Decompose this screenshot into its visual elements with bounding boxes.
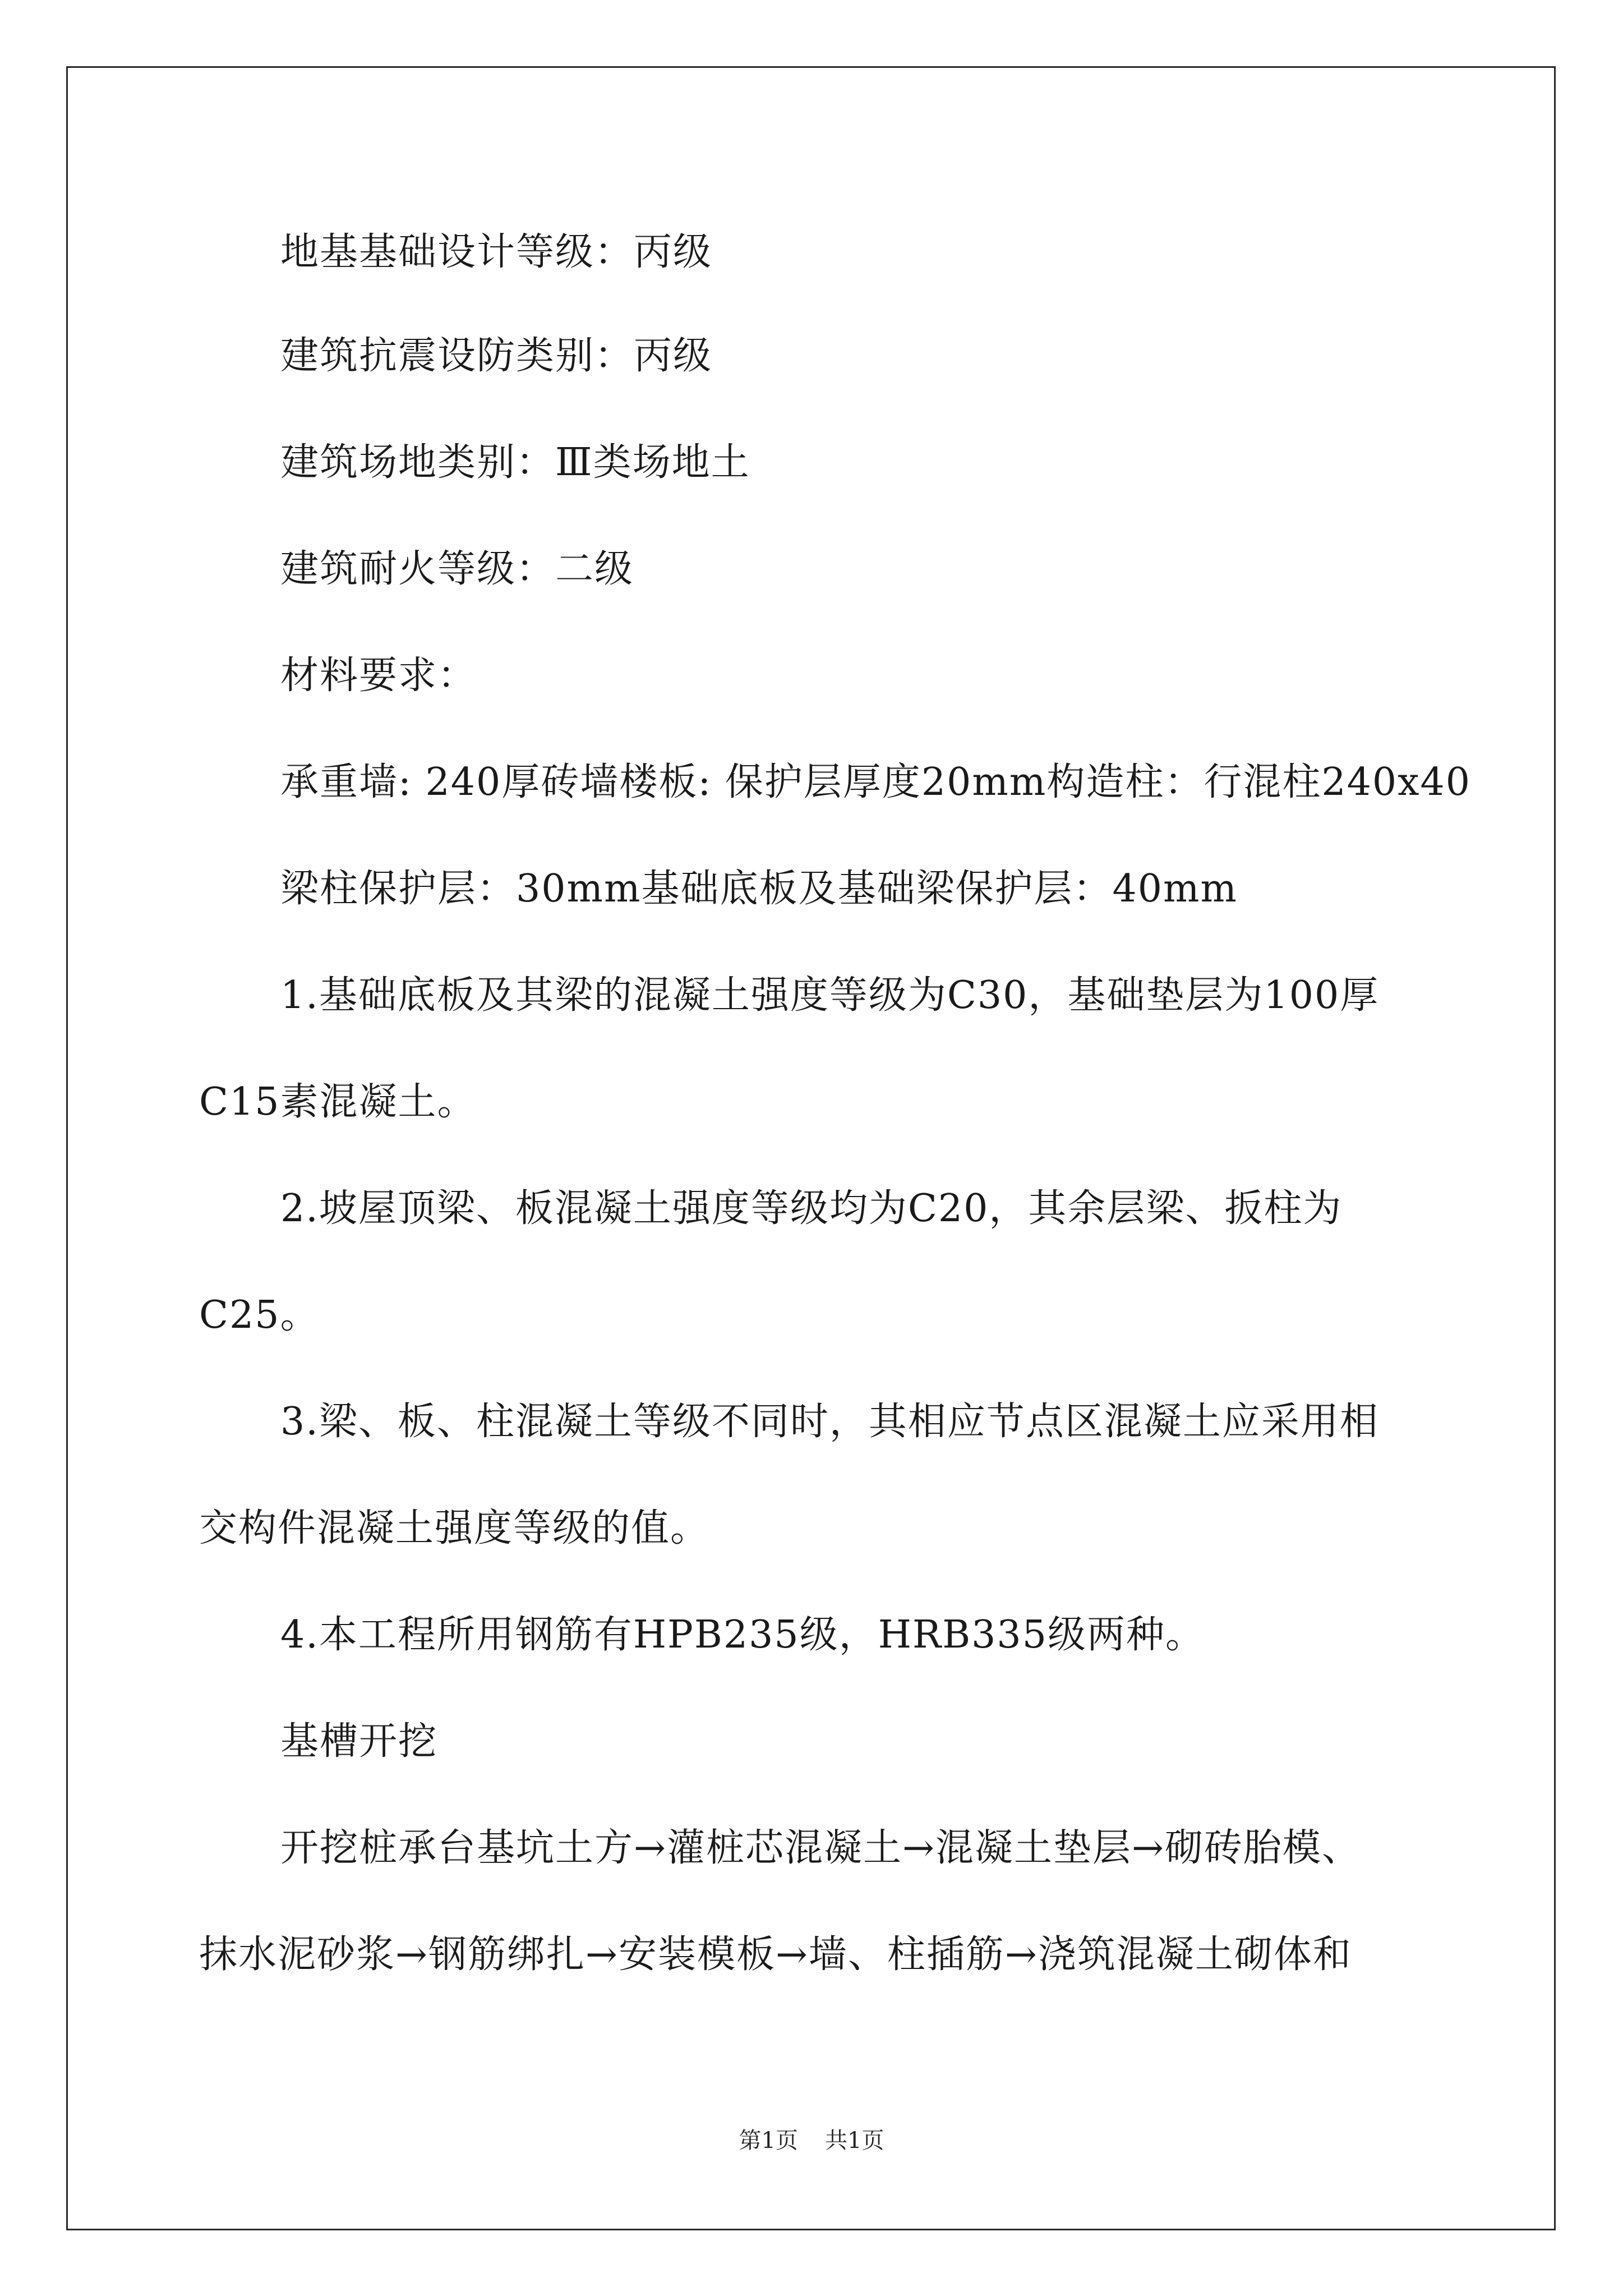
- text-line: 3.梁、板、柱混凝土等级不同时，其相应节点区混凝土应采用相: [280, 1400, 1379, 1444]
- page-number: 第1页: [739, 2128, 798, 2154]
- text-line: 承重墙: 240厚砖墙楼板: 保护层厚度20mm构造柱：行混柱240x40: [280, 760, 1471, 804]
- text-line: 材料要求：: [280, 654, 477, 698]
- page-total: 共1页: [825, 2128, 884, 2154]
- text-line: 地基基础设计等级：丙级: [280, 230, 713, 274]
- text-line: 建筑场地类别：Ⅲ类场地土: [280, 440, 750, 485]
- page-footer: [0, 2127, 1623, 2154]
- text-line: 开挖桩承台基坑土方→灌桩芯混凝土→混凝土垫层→砌砖胎模、: [280, 1826, 1361, 1870]
- text-line: 梁柱保护层：30mm基础底板及基础梁保护层：40mm: [280, 867, 1238, 911]
- text-line: C15素混凝土。: [199, 1080, 477, 1124]
- text-line: 抹水泥砂浆→钢筋绑扎→安装模板→墙、柱插筋→浇筑混凝土砌体和: [199, 1932, 1352, 1977]
- text-line: 4.本工程所用钢筋有HPB235级，HRB335级两种。: [280, 1613, 1205, 1657]
- text-line: 交构件混凝土强度等级的值。: [199, 1506, 710, 1550]
- text-line: 建筑耐火等级：二级: [280, 547, 634, 591]
- text-line: 基槽开挖: [280, 1719, 438, 1764]
- text-line: C25。: [199, 1293, 320, 1337]
- text-line: 1.基础底板及其梁的混凝土强度等级为C30，基础垫层为100厚: [280, 973, 1380, 1018]
- text-line: 建筑抗震设防类别：丙级: [280, 334, 713, 378]
- text-line: 2.坡屋顶梁、板混凝土强度等级均为C20，其余层梁、扳柱为: [280, 1186, 1343, 1231]
